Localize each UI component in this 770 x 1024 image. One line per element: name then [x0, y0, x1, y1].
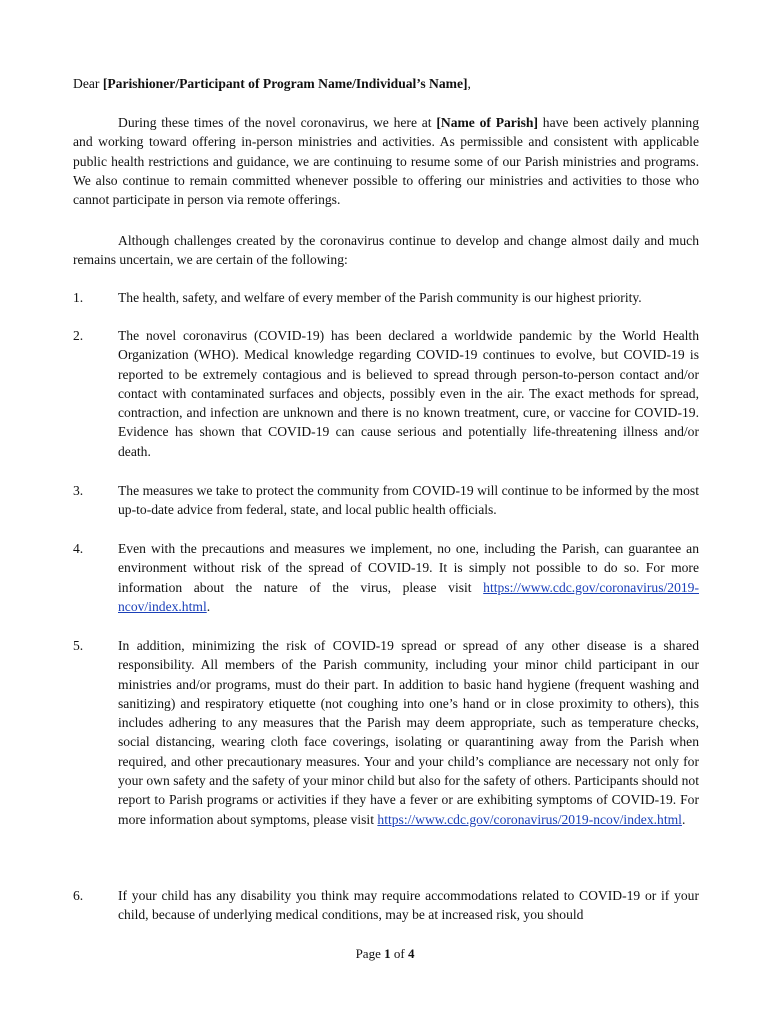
item-text: The health, safety, and welfare of every member of the Parish community is our highest priority. — [118, 290, 642, 305]
salutation-suffix: , — [467, 76, 471, 91]
item-text: In addition, minimizing the risk of COVID-19 spread or spread of any other disease is a shared responsibility. All members of the Parish community, including your minor child participant in our ministries and/or programs, must do their part. In addition to basic hand hygiene (frequent washing and sanitizing) and respiratory etiquette (not coughing into one’s hand or in close proximity to others), this includes adhering to any measures that the Parish may deem appropriate, such as temperature checks, social distancing, wearing cloth face coverings, isolating or quarantining away from the Parish when required, and other precautionary measures. Your and your child’s compliance are necessary not only for your own safety and the safety of your minor child but also for the safety of others. Participants should not report to Parish programs or activities if they have a fever or are exhibiting symptoms of COVID-19. For more information about symptoms, please visit https://www.cdc.gov/coronavirus/2019-ncov/index.html. — [118, 638, 699, 827]
list-item — [73, 539, 699, 616]
cdc-link[interactable]: https://www.cdc.gov/coronavirus/2019-ncov/index.html — [118, 579, 699, 614]
page-footer: Page 1 of 4 — [355, 946, 415, 961]
salutation — [73, 74, 703, 93]
item-number: 3. — [73, 483, 84, 498]
transition-paragraph: Although challenges created by the coronavirus continue to develop and change almost daily and much remains uncertain, we are certain of the following: — [73, 233, 699, 268]
list-item — [73, 326, 699, 461]
item-number: 4. — [73, 541, 84, 556]
item-text: The novel coronavirus (COVID-19) has been declared a worldwide pandemic by the World Health Organization (WHO). Medical knowledge regarding COVID-19 continues to evolve, but COVID-19 is reported to be extremely contagious and is believed to spread through person-to-person contact and/or contact with contaminated surfaces and objects, possibly even in the air. The exact methods for spread, contraction, and infection are unknown and there is no known treatment, cure, or vaccine for COVID-19. Evidence has shown that COVID-19 can cause serious and potentially life-threatening illness and/or death. — [118, 328, 699, 459]
current-page-number: 1 — [384, 946, 391, 961]
cdc-symptoms-link[interactable]: https://www.cdc.gov/coronavirus/2019-ncov/index.html — [377, 811, 682, 827]
item-number: 1. — [73, 290, 84, 305]
list-item — [73, 481, 699, 520]
item-number: 5. — [73, 638, 84, 653]
total-page-number: 4 — [407, 946, 415, 961]
list-item — [73, 288, 699, 307]
item-text: Even with the precautions and measures we implement, no one, including the Parish, can guarantee an environment without risk of the spread of COVID-19. It is simply not possible to do so. For more information about the nature of the virus, please visit https://www.cdc.gov/coronavirus/2019-ncov/index.html. — [118, 541, 699, 614]
list-item — [73, 886, 699, 925]
item-text: The measures we take to protect the community from COVID-19 will continue to be informed by the most up-to-date advice from federal, state, and local public health officials. — [118, 483, 699, 518]
list-item — [73, 636, 699, 829]
recipient-placeholder: [Parishioner/Participant of Program Name/Individual’s Name] — [102, 76, 468, 91]
intro-paragraph: During these times of the novel coronavirus, we here at [Name of Parish] have been actively planning and working toward offering in-person ministries and activities. As permissible and consistent with applicable public health restrictions and guidance, we are continuing to resume some of our Parish ministries and programs. We also continue to remain committed whenever possible to offering our ministries and activities to those who cannot participate in person via remote offerings. — [73, 115, 699, 208]
parish-name-placeholder: [Name of Parish] — [436, 115, 538, 130]
salutation-prefix: Dear — [73, 76, 103, 91]
item-number: 6. — [73, 888, 84, 903]
item-number: 2. — [73, 328, 84, 343]
item-text: If your child has any disability you think may require accommodations related to COVID-19 or if your child, because of underlying medical conditions, may be at increased risk, you should — [118, 888, 699, 923]
